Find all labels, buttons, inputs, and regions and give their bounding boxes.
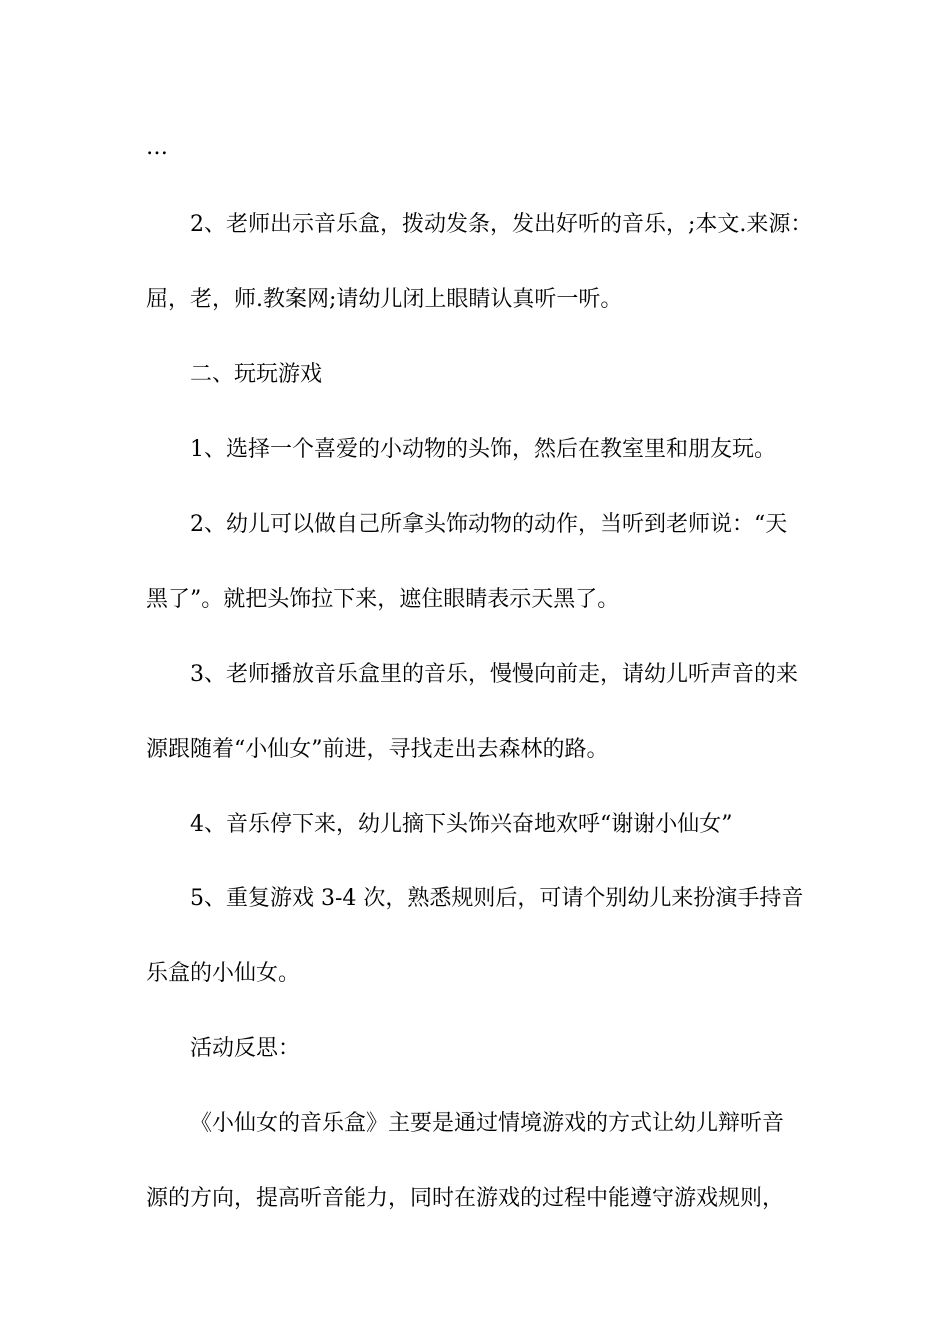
paragraph-line: 2、幼儿可以做自己所拿头饰动物的动作，当听到老师说：“天 xyxy=(190,512,788,537)
paragraph-line: 4、音乐停下来，幼儿摘下头饰兴奋地欢呼“谢谢小仙女” xyxy=(190,812,733,837)
paragraph-line: 5、重复游戏 3-4 次，熟悉规则后，可请个别幼儿来扮演手持音 xyxy=(190,886,804,911)
paragraph-line: 乐盒的小仙女。 xyxy=(146,961,301,986)
paragraph-line: 黑了”。就把头饰拉下来，遮住眼睛表示天黑了。 xyxy=(146,587,620,612)
paragraph-line: 《小仙女的音乐盒》主要是通过情境游戏的方式让幼儿辩听音 xyxy=(190,1111,785,1136)
ellipsis-line: … xyxy=(146,135,168,160)
section-heading: 活动反思： xyxy=(190,1036,301,1061)
paragraph-line: 2、老师出示音乐盒，拨动发条，发出好听的音乐，;本文.来源： xyxy=(190,212,813,237)
paragraph-line: 源的方向，提高听音能力，同时在游戏的过程中能遵守游戏规则， xyxy=(146,1186,785,1211)
section-heading: 二、玩玩游戏 xyxy=(190,362,323,387)
paragraph-line: 1、选择一个喜爱的小动物的头饰，然后在教室里和朋友玩。 xyxy=(190,437,776,462)
paragraph-line: 屈，老，师.教案网;请幼儿闭上眼睛认真听一听。 xyxy=(146,287,623,312)
paragraph-line: 源跟随着“小仙女”前进，寻找走出去森林的路。 xyxy=(146,737,609,762)
paragraph-line: 3、老师播放音乐盒里的音乐，慢慢向前走，请幼儿听声音的来 xyxy=(190,662,798,687)
